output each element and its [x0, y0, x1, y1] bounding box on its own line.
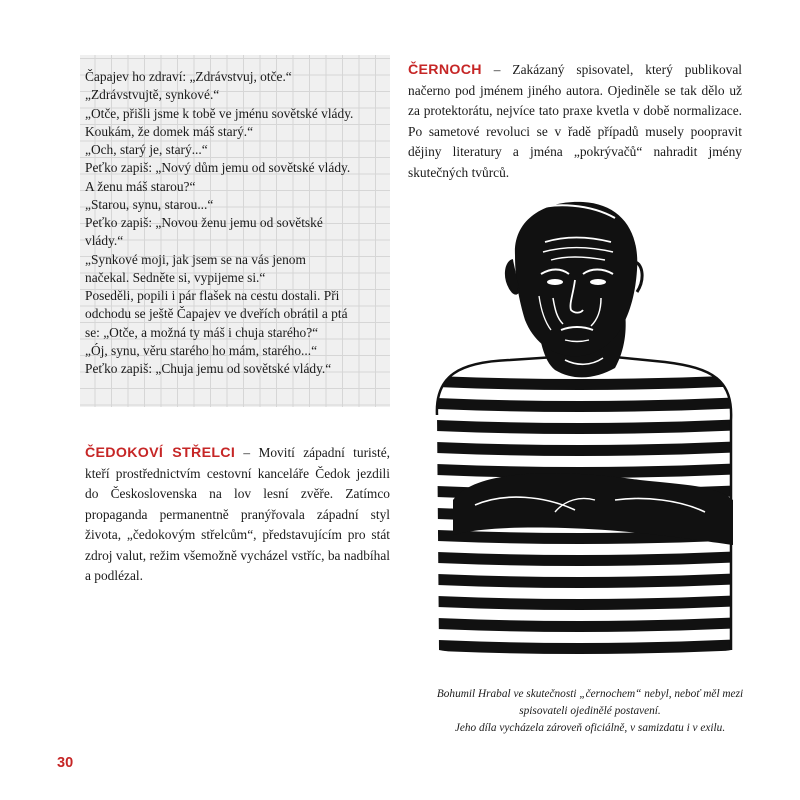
shirt-stripe — [415, 661, 745, 670]
dialogue-line: načekal. Sedněte si, vypijeme si.“ — [85, 269, 266, 285]
caption-line: Jeho díla vycházela zároveň oficiálně, v samizdatu i v exilu. — [454, 721, 726, 734]
dialogue-line: Peťko zapiš: „Nový dům jemu od sovětské vlády. — [85, 160, 351, 176]
dialogue-line: „Och, starý je, starý...“ — [85, 142, 208, 157]
portrait-illustration — [415, 200, 745, 670]
dialogue-line: Poseděli, popili i pár flašek na cestu dostali. Při — [85, 288, 340, 303]
entry-term: ČERNOCH — [408, 62, 482, 78]
entry-term: ČEDOKOVÍ STŘELCI — [85, 445, 236, 461]
caption-line: Bohumil Hrabal ve skutečnosti „černochem“ nebyl, neboť měl mezi — [436, 688, 744, 700]
dialogue-text — [85, 68, 385, 378]
dialogue-line: „Zdrávstvujtě, synkové.“ — [85, 87, 220, 103]
dialogue-line: se: „Otče, a možná ty máš i chuja starého?“ — [85, 324, 319, 340]
entry-cedokovi-strelci — [85, 443, 390, 587]
dialogue-line: „Synkové moji, jak jsem se na vás jenom — [85, 251, 306, 267]
dialogue-line: Peťko zapiš: „Chuja jemu od sovětské vlády.“ — [85, 361, 332, 376]
dialogue-line: „Ój, synu, věru starého ho mám, starého...“ — [85, 342, 318, 358]
entry-definition: – Zakázaný spisovatel, který publikoval načerno pod jménem jiného autora. Ojediněle se tak dělo už za protektorátu, nejvíce tato praxe kvetla v době normalizace. Po sametové revoluci se v řadě případů musely poopravit dějiny literatury a jména „pokrývačů“ nahradit jmény skutečných tvůrců. — [408, 62, 742, 180]
dialogue-line: A ženu máš starou?“ — [85, 178, 196, 194]
dialogue-line: Čapajev ho zdraví: „Zdrávstvuj, otče.“ — [85, 69, 292, 84]
image-caption — [400, 686, 780, 736]
dialogue-line: Koukám, že domek máš starý.“ — [85, 123, 254, 139]
entry-definition: – Movití západní turisté, kteří prostřednictvím cestovní kanceláře Čedok jezdili do Československa na lov lesní zvěře. Zatímco propaganda permanentně pranýřovala západní styl života, „čedokovým střelcům“, představujícím pro stát zdroj valut, režim všemožně vycházel vstříc, ba nadbíhal a podlézal. — [85, 445, 391, 583]
dialogue-line: Peťko zapiš: „Novou ženu jemu od sovětské — [85, 215, 323, 230]
dialogue-line: „Starou, synu, starou...“ — [85, 196, 214, 212]
page-number: 30 — [57, 755, 74, 771]
entry-cernoch — [408, 60, 742, 183]
dialogue-line: „Otče, přišli jsme k tobě ve jménu sovětské vlády. — [85, 105, 354, 121]
caption-line: spisovateli ojedinělé postavení. — [519, 704, 661, 717]
dialogue-line: odchodu se ještě Čapajev ve dveřích obrátil a ptá — [85, 306, 348, 322]
dialogue-line: vlády.“ — [85, 233, 124, 249]
